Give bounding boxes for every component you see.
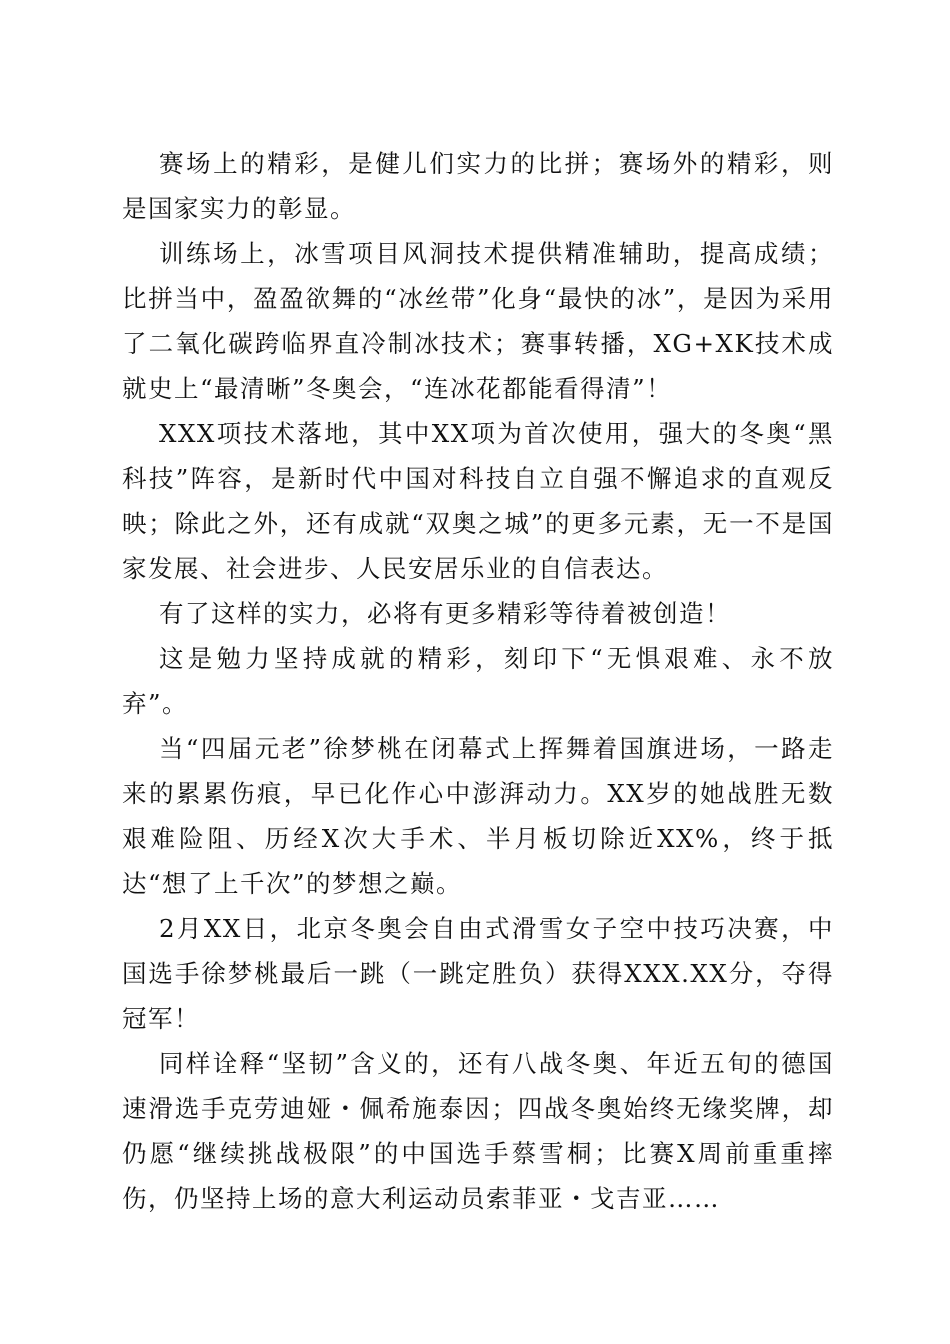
paragraph-8: 同样诠释“坚韧”含义的，还有八战冬奥、年近五旬的德国速滑选手克劳迪娅・佩希施泰因；四战冬奥始终无缘奖牌，却仍愿“继续挑战极限”的中国选手蔡雪桐；比赛X周前重重摔伤，仍坚持上场的意大利运动员索菲亚・戈吉亚…… — [122, 1049, 834, 1213]
paragraph-2: 训练场上，冰雪项目风洞技术提供精准辅助，提高成绩；比拼当中，盈盈欲舞的“冰丝带”化身“最快的冰”，是因为采用了二氧化碳跨临界直冷制冰技术；赛事转播，XG+XK技术成就史上“最清晰”冬奥会，“连冰花都能看得清”！ — [122, 239, 834, 403]
paragraph-5: 这是勉力坚持成就的精彩，刻印下“无惧艰难、永不放弃”。 — [122, 644, 834, 718]
paragraph-3: XXX项技术落地，其中XX项为首次使用，强大的冬奥“黑科技”阵容，是新时代中国对科技自立自强不懈追求的直观反映；除此之外，还有成就“双奥之城”的更多元素，无一不是国家发展、社会进步、人民安居乐业的自信表达。 — [122, 419, 834, 583]
paragraph-7: 2月XX日，北京冬奥会自由式滑雪女子空中技巧决赛，中国选手徐梦桃最后一跳（一跳定胜负）获得XXX.XX分，夺得冠军！ — [122, 914, 834, 1033]
paragraph-1: 赛场上的精彩，是健儿们实力的比拼；赛场外的精彩，则是国家实力的彰显。 — [122, 149, 834, 223]
paragraph-6: 当“四届元老”徐梦桃在闭幕式上挥舞着国旗进场，一路走来的累累伤痕，早已化作心中澎湃动力。XX岁的她战胜无数艰难险阻、历经X次大手术、半月板切除近XX%，终于抵达“想了上千次”的梦想之巅。 — [122, 734, 834, 898]
document-body — [122, 141, 834, 1221]
paragraph-4: 有了这样的实力，必将有更多精彩等待着被创造！ — [159, 599, 731, 628]
